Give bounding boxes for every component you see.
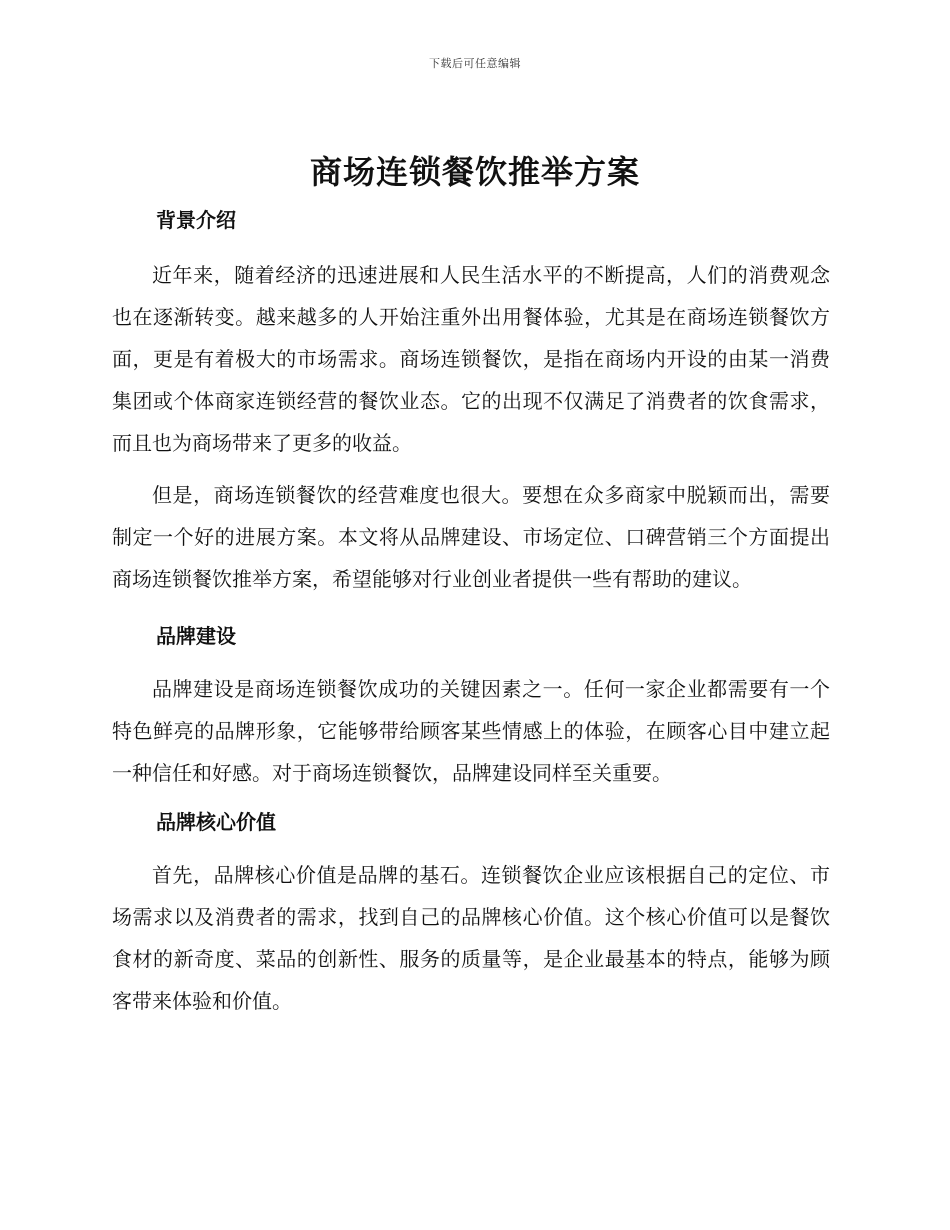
paragraph-brand-core-value: 首先，品牌核心价值是品牌的基石。连锁餐饮企业应该根据自己的定位、市场需求以及消费者的需求，找到自己的品牌核心价值。这个核心价值可以是餐饮食材的新奇度、菜品的创新性、服务的质量等，是企业最基本的特点，能够为顾客带来体验和价值。: [112, 863, 830, 1013]
section-heading-background: 背景介绍: [156, 208, 236, 232]
header-note: 下载后可任意编辑: [429, 57, 521, 70]
section-heading-brand-building: 品牌建设: [156, 624, 236, 648]
document-body: [112, 200, 830, 1022]
section-heading-brand-core-value: 品牌核心价值: [156, 810, 276, 834]
paragraph-background-1: 近年来，随着经济的迅速进展和人民生活水平的不断提高，人们的消费观念也在逐渐转变。越来越多的人开始注重外出用餐体验，尤其是在商场连锁餐饮方面，更是有着极大的市场需求。商场连锁餐饮，是指在商场内开设的由某一消费集团或个体商家连锁经营的餐饮业态。它的出现不仅满足了消费者的饮食需求，而且也为商场带来了更多的收益。: [112, 263, 830, 455]
paragraph-brand-building: 品牌建设是商场连锁餐饮成功的关键因素之一。任何一家企业都需要有一个特色鲜亮的品牌形象，它能够带给顾客某些情感上的体验，在顾客心目中建立起一种信任和好感。对于商场连锁餐饮，品牌建设同样至关重要。: [112, 677, 830, 785]
paragraph-background-2: 但是，商场连锁餐饮的经营难度也很大。要想在众多商家中脱颖而出，需要制定一个好的进展方案。本文将从品牌建设、市场定位、口碑营销三个方面提出商场连锁餐饮推举方案，希望能够对行业创业者提供一些有帮助的建议。: [112, 483, 830, 591]
document-title: 商场连锁餐饮推举方案: [309, 153, 640, 191]
